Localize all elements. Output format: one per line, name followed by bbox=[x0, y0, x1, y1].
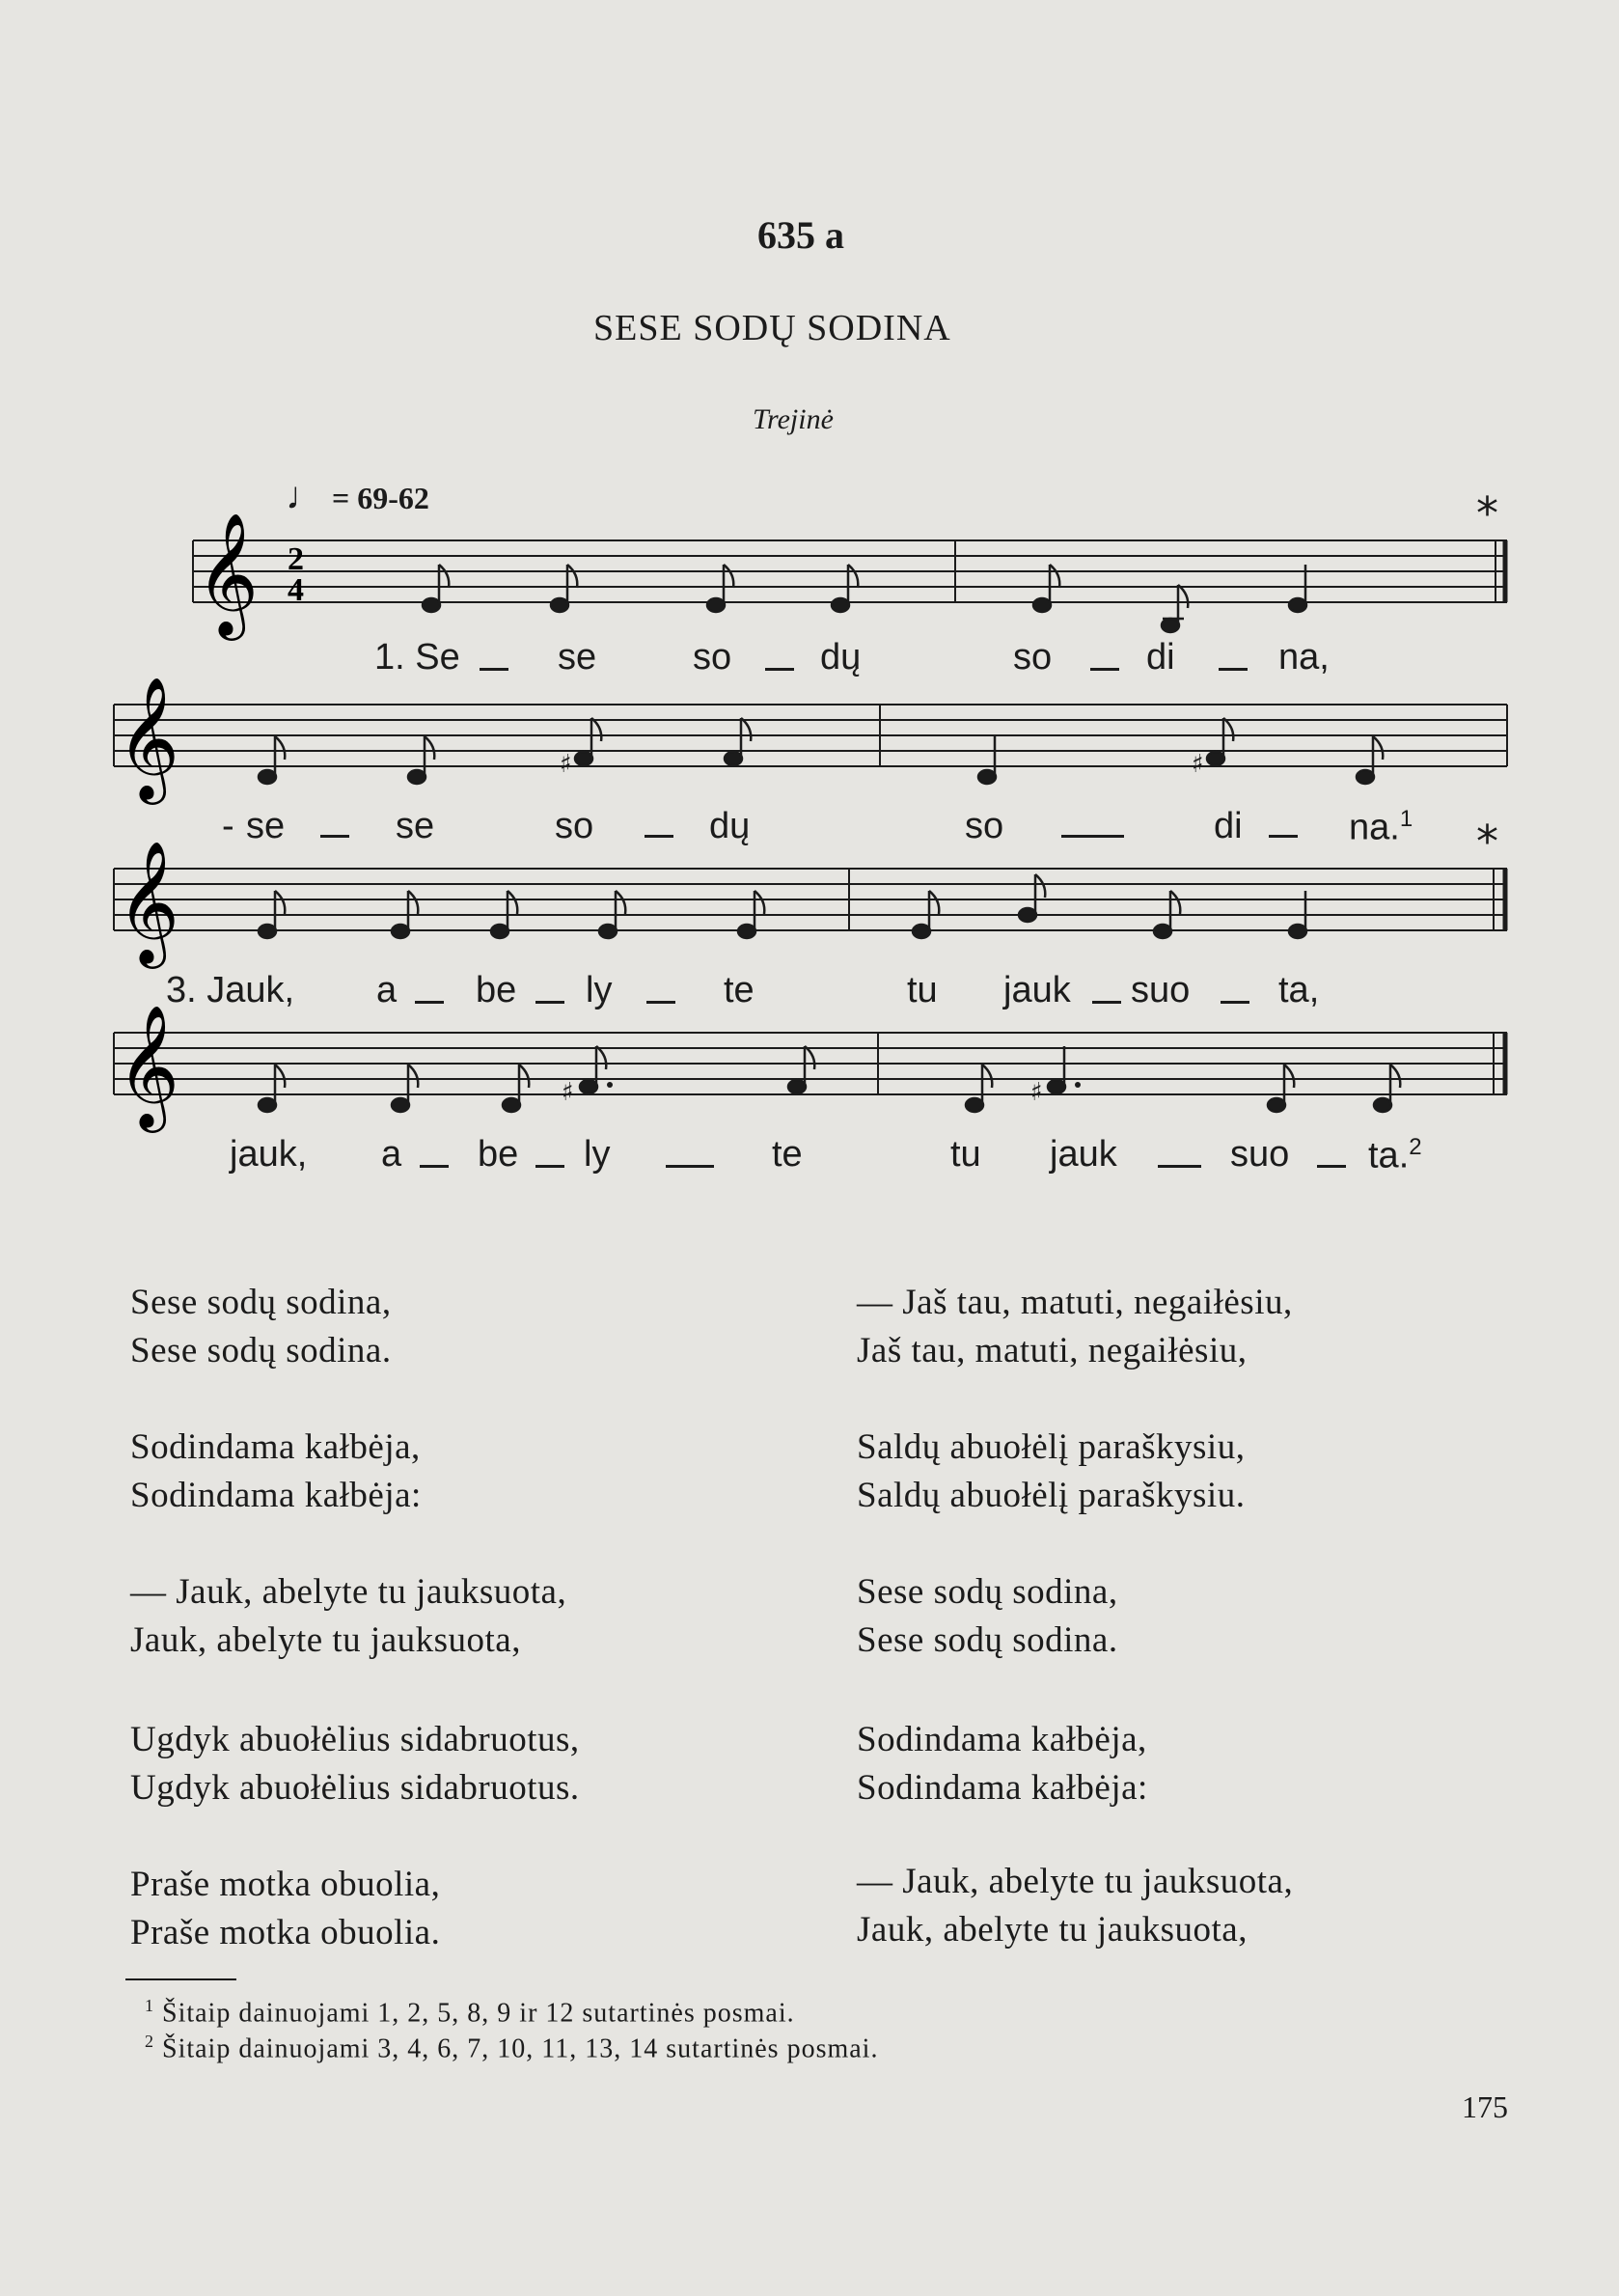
staff-1 bbox=[193, 540, 1507, 602]
lyric-syllable: so bbox=[1013, 637, 1053, 678]
song-title: SESE SODŲ SODINA bbox=[593, 308, 951, 348]
hyphen-dash bbox=[535, 1165, 564, 1168]
lyric-syllable: jauk bbox=[1003, 970, 1071, 1010]
verse-line: — Jauk, abelyte tu jauksuota, bbox=[130, 1572, 567, 1612]
hyphen-dash bbox=[1090, 668, 1119, 671]
lyric-syllable: jauk, bbox=[230, 1134, 308, 1175]
hyphen-dash bbox=[420, 1165, 449, 1168]
svg-text:♯: ♯ bbox=[562, 1078, 574, 1107]
lyric-syllable: tu bbox=[907, 970, 938, 1010]
stanza bbox=[130, 1279, 392, 1375]
lyric-syllable: te bbox=[772, 1134, 803, 1175]
lyric-syllable: se bbox=[558, 637, 597, 678]
lyric-syllable: ta.$^2$ bbox=[1368, 1134, 1422, 1176]
hyphen-dash bbox=[1221, 1001, 1249, 1004]
notes-staff-1 bbox=[423, 565, 1306, 632]
hyphen-dash bbox=[1219, 668, 1248, 671]
stanza bbox=[857, 1279, 1293, 1375]
verse-line: Saldų abuołėlį paraškysiu. bbox=[857, 1476, 1246, 1515]
lyric-syllable: na, bbox=[1278, 637, 1330, 678]
treble-clef-icon: 𝄞 bbox=[196, 512, 260, 635]
footnote-divider bbox=[125, 1978, 236, 1980]
hyphen-dash bbox=[666, 1165, 714, 1168]
verse-line: Ugdyk abuołėlius sidabruotus, bbox=[130, 1720, 580, 1759]
lyric-syllable: tu bbox=[950, 1134, 981, 1175]
lyric-syllable: di bbox=[1214, 806, 1243, 846]
time-signature bbox=[288, 541, 304, 608]
verse-line: Sodindama kałbėja, bbox=[130, 1427, 421, 1467]
staff-3 bbox=[114, 869, 1507, 930]
hyphen-dash bbox=[1092, 1001, 1121, 1004]
svg-text:♯: ♯ bbox=[1030, 1078, 1043, 1107]
svg-text:♯: ♯ bbox=[560, 750, 572, 779]
hyphen-dash bbox=[415, 1001, 444, 1004]
lyric-syllable: na.$^1$ bbox=[1349, 806, 1413, 848]
svg-text:4: 4 bbox=[288, 572, 304, 608]
staff-4 bbox=[114, 1033, 1507, 1094]
hyphen-dash bbox=[1061, 835, 1124, 838]
hyphen-dash bbox=[320, 835, 349, 838]
verse-line: Jaš tau, matuti, negaiłėsiu, bbox=[857, 1331, 1248, 1370]
lyric-syllable: di bbox=[1146, 637, 1175, 678]
song-number: 635 a bbox=[757, 213, 844, 257]
treble-clef-icon: 𝄞 bbox=[117, 840, 180, 963]
hyphen-dash bbox=[1269, 835, 1298, 838]
hyphen-dash bbox=[646, 1001, 675, 1004]
verse-line: Sodindama kałbėja: bbox=[130, 1476, 422, 1515]
lyric-syllable: be bbox=[476, 970, 517, 1010]
hyphen-dash bbox=[1158, 1165, 1201, 1168]
hyphen-dash bbox=[1317, 1165, 1346, 1168]
staff-2 bbox=[114, 705, 1507, 766]
verse-line: Sese sodų sodina, bbox=[130, 1283, 392, 1322]
lyric-syllable: suo bbox=[1230, 1134, 1290, 1175]
treble-clef-icon: 𝄞 bbox=[117, 1004, 180, 1127]
svg-text:♯: ♯ bbox=[1192, 750, 1204, 779]
hyphen-dash bbox=[765, 668, 794, 671]
footnote-1 bbox=[145, 1996, 795, 2029]
lyric-syllable: se bbox=[396, 806, 435, 846]
verse-line: Sodindama kałbėja, bbox=[857, 1720, 1147, 1759]
verse-line: Sese sodų sodina, bbox=[857, 1572, 1118, 1612]
lyric-syllable: so bbox=[693, 637, 732, 678]
lyric-syllable: dų bbox=[709, 806, 751, 846]
quarter-note-icon: ♩ bbox=[286, 474, 324, 517]
lyric-syllable: dų bbox=[820, 637, 862, 678]
footnote-text: Šitaip dainuojami 1, 2, 5, 8, 9 ir 12 sutartinės posmai. bbox=[162, 1998, 795, 2029]
lyric-syllable: - bbox=[222, 806, 234, 846]
stanza bbox=[857, 1858, 1293, 1954]
footnote-mark: 2 bbox=[1409, 1134, 1422, 1160]
lyric-syllable: be bbox=[478, 1134, 519, 1175]
page-number: 175 bbox=[1462, 2089, 1508, 2124]
stanza bbox=[130, 1861, 440, 1957]
footnote-2 bbox=[145, 2032, 878, 2064]
hyphen-dash bbox=[480, 668, 508, 671]
verse-line: Jauk, abelyte tu jauksuota, bbox=[857, 1910, 1248, 1950]
stanza bbox=[130, 1716, 580, 1812]
footnote-mark: 1 bbox=[1399, 806, 1413, 832]
hyphen-dash bbox=[535, 1001, 564, 1004]
stanza bbox=[130, 1568, 566, 1665]
verse-line: Sese sodų sodina. bbox=[130, 1331, 392, 1370]
verse-line: — Jauk, abelyte tu jauksuota, bbox=[857, 1862, 1294, 1901]
lyric-syllable: ta, bbox=[1278, 970, 1320, 1010]
lyric-syllable: suo bbox=[1131, 970, 1191, 1010]
stanza bbox=[857, 1424, 1245, 1520]
stanza bbox=[857, 1716, 1148, 1812]
verse-line: Sese sodų sodina. bbox=[857, 1620, 1118, 1660]
verse-line: Jauk, abelyte tu jauksuota, bbox=[130, 1620, 521, 1660]
svg-text:2: 2 bbox=[288, 541, 304, 577]
footnote-text: Šitaip dainuojami 3, 4, 6, 7, 10, 11, 13, 14 sutartinės posmai. bbox=[162, 2033, 879, 2064]
lyric-syllable: ly bbox=[584, 1134, 611, 1175]
tempo-value: = 69-62 bbox=[332, 481, 429, 515]
lyric-syllable: te bbox=[724, 970, 755, 1010]
footnote-mark: 2 bbox=[145, 2032, 154, 2051]
stanza bbox=[857, 1568, 1118, 1665]
hyphen-dash bbox=[645, 835, 673, 838]
verse-line: Sodindama kałbėja: bbox=[857, 1768, 1148, 1808]
verse-line: Praše motka obuolia. bbox=[130, 1913, 441, 1952]
lyric-syllable: se bbox=[246, 806, 286, 846]
verse-line: Ugdyk abuołėlius sidabruotus. bbox=[130, 1768, 580, 1808]
lyric-syllable: so bbox=[555, 806, 594, 846]
lyric-syllable: 3. Jauk, bbox=[166, 970, 295, 1010]
verse-line: Saldų abuołėlį paraškysiu, bbox=[857, 1427, 1246, 1467]
lyric-syllable: 1. Se bbox=[374, 637, 460, 678]
verse-line: Praše motka obuolia, bbox=[130, 1865, 441, 1904]
treble-clef-icon: 𝄞 bbox=[117, 676, 180, 799]
asterisk-marker: * bbox=[1476, 816, 1498, 868]
lyric-syllable: so bbox=[965, 806, 1004, 846]
lyric-syllable: jauk bbox=[1050, 1134, 1117, 1175]
lyric-syllable: ly bbox=[586, 970, 613, 1010]
lyric-syllable: a bbox=[381, 1134, 402, 1175]
song-genre: Trejinė bbox=[753, 403, 834, 435]
lyric-syllable: a bbox=[376, 970, 398, 1010]
verse-line: — Jaš tau, matuti, negaiłėsiu, bbox=[857, 1283, 1293, 1322]
stanza bbox=[130, 1424, 422, 1520]
footnote-mark: 1 bbox=[145, 1996, 154, 2015]
asterisk-marker: * bbox=[1476, 487, 1498, 539]
